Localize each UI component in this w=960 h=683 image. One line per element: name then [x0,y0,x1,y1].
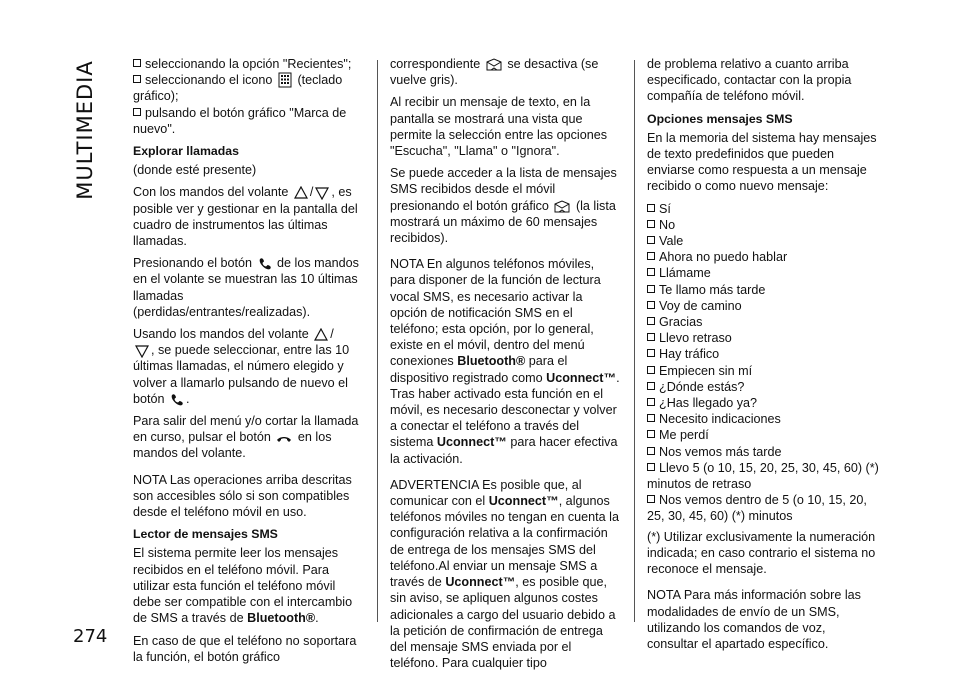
bullet-icon [133,108,141,116]
list-item: Me perdí [647,427,879,443]
bullet-icon [647,382,655,390]
bullet-icon [647,252,655,260]
arrow-down-icon [135,344,149,358]
paragraph: En caso de que el teléfono no soportara la función, el botón gráfico [133,633,357,664]
list-item: pulsando el botón gráfico "Marca de nuevo". [133,105,347,136]
bullet-icon [647,366,655,374]
column-divider [634,60,635,622]
list-item: No [647,217,879,233]
list-item: Nos vemos dentro de 5 (o 10, 15, 20, 25, 30, 45, 60) (*) minutos [647,493,867,524]
paragraph: Al recibir un mensaje de texto, en la pantalla se mostrará una vista que permite la selección entre las opciones "Escucha", "Llama" o "Ignora". [390,95,608,159]
list-item: Llevo retraso [647,330,879,346]
arrow-up-icon [294,186,308,200]
bullet-icon [647,398,655,406]
bullet-icon [647,349,655,357]
arrow-up-icon [314,328,328,342]
list-item: Nos vemos más tarde [647,444,879,460]
arrow-down-icon [315,186,329,200]
note: NOTA Para más información sobre las modalidades de envío de un SMS, utilizando los comandos de voz, consultar el apartado específico. [647,588,861,651]
list-item: Necesito indicaciones [647,411,879,427]
section-heading: Explorar llamadas [133,144,239,159]
bullet-icon [133,59,141,67]
note: NOTA Las operaciones arriba descritas son accesibles sólo si son compatibles desde el teléfono móvil en uso. [133,472,352,520]
column-2 [390,56,622,677]
bullet-icon [647,430,655,438]
note: NOTA En algunos teléfonos móviles, para disponer de la función de lectura vocal SMS, es necesario activar la opción de notificación SMS en el teléfono; esta opción, por lo general, existe en el móvil, dentro del menú conexiones Bluetooth® para el dispositivo registrado como Uconnect™. Tras haber activado esta función en el móvil, es necesario desconectar y volver a conectar el teléfono a través del sistema Uconnect™ para hacer efectiva la activación. [390,257,620,466]
warning: ADVERTENCIA Es posible que, al comunicar con el Uconnect™, algunos teléfonos móviles no tengan en cuenta la configuración relativa a la confirmación de entrega de los mensajes SMS del teléfono.Al enviar un mensaje SMS a través de Uconnect™, es posible que, sin aviso, se apliquen algunos costes adicionales a cargo del usuario debido a la petición de confirmación de entrega del mensaje SMS enviada por el teléfono. Para cualquier tipo [390,477,619,671]
bullet-icon [647,447,655,455]
bullet-icon [647,495,655,503]
chapter-tab [60,60,110,220]
bullet-icon [647,463,655,471]
section-heading: Lector de mensajes SMS [133,527,278,542]
bullet-icon [133,75,141,83]
bullet-icon [647,285,655,293]
bullet-icon [647,268,655,276]
page-number: 274 [73,626,108,647]
list-item: Hay tráfico [647,346,879,362]
keypad-icon [278,72,292,88]
paragraph: correspondiente se desactiva (se vuelve gris). [390,57,599,88]
column-3 [647,56,879,658]
list-item: Voy de camino [647,298,879,314]
list-item: Llevo 5 (o 10, 15, 20, 25, 30, 45, 60) (*) minutos de retraso [647,460,879,492]
sms-options-list [647,201,879,525]
list-item: ¿Has llegado ya? [647,395,879,411]
sms-read-icon [554,200,570,214]
paragraph: En la memoria del sistema hay mensajes de texto predefinidos que pueden enviarse como respuesta a un mensaje recibido o como nuevo mensaje: [647,130,877,194]
bullet-icon [647,236,655,244]
paragraph: Presionando el botón de los mandos en el volante se muestran las 10 últimas llamadas (perdidas/entrantes/realizadas). [133,256,359,319]
paragraph: Se puede acceder a la lista de mensajes SMS recibidos desde el móvil presionando el botón gráfico (la lista mostrará un máximo de 60 mensajes recibidos). [390,166,617,246]
chapter-title: MULTIMEDIA [73,60,97,200]
hang-up-icon [276,433,292,445]
paragraph: de problema relativo a cuanto arriba especificado, contactar con la propia compañía de teléfono móvil. [647,57,852,104]
list-item: Empiecen sin mí [647,363,879,379]
list-item: Vale [647,233,879,249]
list-item: Te llamo más tarde [647,282,879,298]
bullet-icon [647,414,655,422]
list-item: seleccionando el icono (teclado gráfico); [133,73,343,104]
column-divider [377,60,378,622]
column-1 [133,56,361,671]
section-heading: Opciones mensajes SMS [647,111,793,126]
sms-read-icon [486,58,502,72]
paragraph: El sistema permite leer los mensajes recibidos en el teléfono móvil. Para utilizar esta función el teléfono móvil debe ser compatible con el intercambio de SMS a través de Bluetooth®. [133,546,353,626]
bullet-icon [647,317,655,325]
list-item: Ahora no puedo hablar [647,249,879,265]
bullet-icon [647,333,655,341]
paragraph: Usando los mandos del volante / , se puede seleccionar, entre las 10 últimas llamadas, el número elegido y volver a llamarlo pulsando de nuevo el botón . [133,327,350,406]
list-item: seleccionando la opción "Recientes"; [133,56,361,72]
bullet-icon [647,301,655,309]
paragraph: (donde esté presente) [133,163,257,178]
phone-icon [258,257,272,271]
paragraph: Con los mandos del volante / , es posible ver y gestionar en la pantalla del cuadro de instrumentos las últimas llamadas. [133,185,358,249]
phone-icon [170,393,184,407]
list-item: Sí [647,201,879,217]
paragraph: Para salir del menú y/o cortar la llamada en curso, pulsar el botón en los mandos del volante. [133,414,359,461]
bullet-icon [647,220,655,228]
list-item: ¿Dónde estás? [647,379,879,395]
bullet-icon [647,204,655,212]
list-item: Gracias [647,314,879,330]
list-item: Llámame [647,265,879,281]
paragraph: (*) Utilizar exclusivamente la numeración indicada; en caso contrario el sistema no reconoce el mensaje. [647,529,876,577]
